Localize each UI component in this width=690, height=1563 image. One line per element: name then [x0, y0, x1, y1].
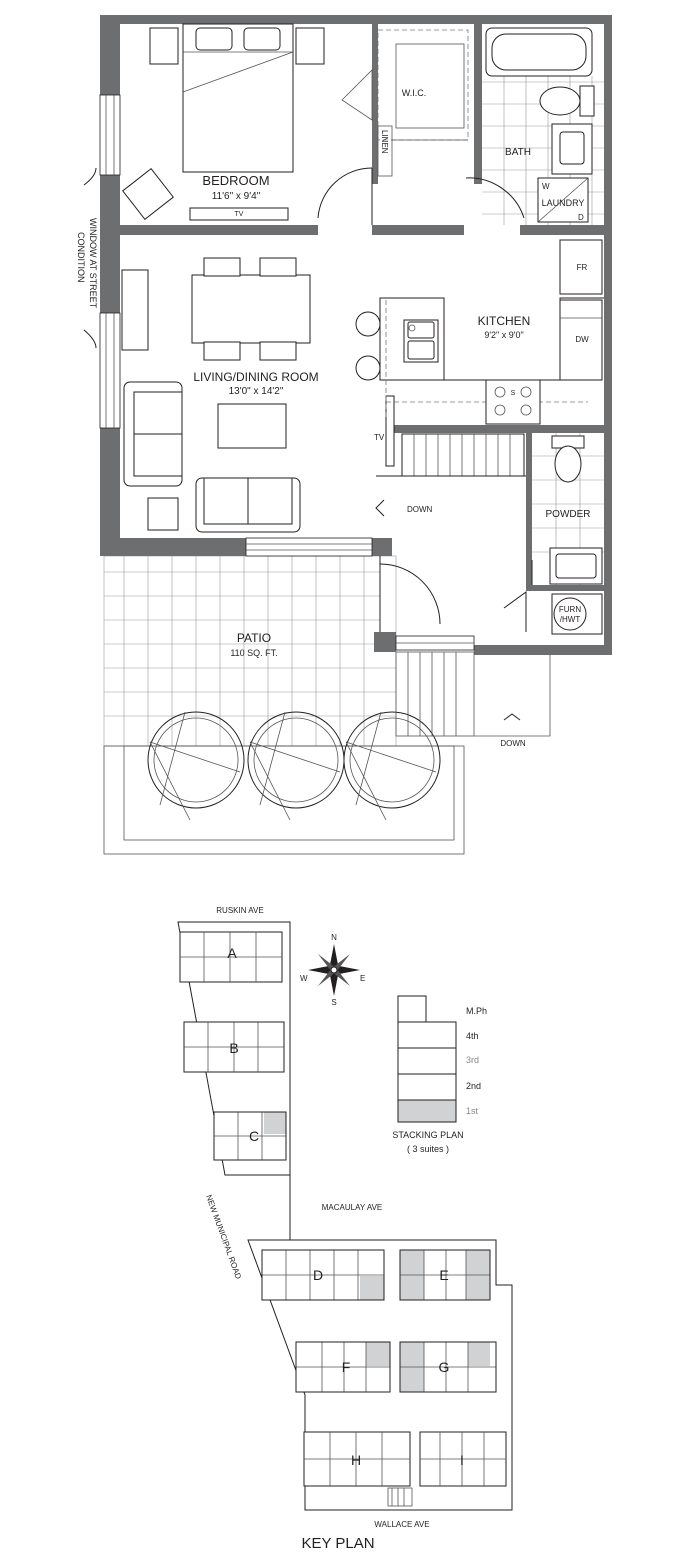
stack-level-mph: M.Ph — [466, 1006, 488, 1016]
building-b-label: B — [229, 1040, 239, 1056]
living-name: LIVING/DINING ROOM — [193, 370, 319, 384]
bath-label: BATH — [505, 147, 531, 158]
stacking-plan-caption: STACKING PLAN — [392, 1130, 464, 1140]
building-h-label: H — [350, 1452, 362, 1468]
street-middle: MACAULAY AVE — [321, 1203, 383, 1212]
compass-rose-icon — [308, 944, 360, 996]
living-size: 13'0" x 14'2" — [228, 386, 284, 397]
living-tv-label: TV — [374, 433, 385, 442]
furnace-label-2: /HWT — [559, 615, 581, 624]
furnace-label-1: FURN — [558, 605, 582, 614]
dishwasher-label: DW — [575, 335, 589, 344]
compass-s: S — [331, 998, 337, 1007]
stack-level-1st: 1st — [466, 1106, 479, 1116]
building-e-label: E — [439, 1267, 449, 1283]
stove-label: S — [510, 390, 516, 397]
laundry-label: LAUNDRY — [541, 198, 585, 208]
wic-label: W.I.C. — [401, 88, 427, 98]
key-plan-title: KEY PLAN — [301, 1535, 375, 1552]
kitchen-size: 9'2" x 9'0" — [484, 330, 524, 340]
street-south: WALLACE AVE — [374, 1520, 430, 1529]
window-note — [76, 168, 98, 348]
patio-paving — [104, 556, 464, 854]
stack-level-2nd: 2nd — [466, 1081, 482, 1091]
building-g-label: G — [438, 1359, 450, 1375]
building-d-label: D — [312, 1267, 324, 1283]
key-plan — [178, 922, 512, 1510]
street-west: NEW MUNICIPAL ROAD — [204, 1193, 243, 1281]
bedroom-size: 11'6" x 9'4" — [211, 191, 261, 202]
stacking-plan-suites: ( 3 suites ) — [406, 1144, 450, 1154]
bath-area — [466, 28, 604, 225]
building-i-label: I — [460, 1452, 464, 1468]
building-a-label: A — [227, 945, 237, 961]
building-f-label: F — [341, 1359, 351, 1375]
street-north: RUSKIN AVE — [216, 906, 264, 915]
laundry-washer-label: W — [542, 182, 550, 191]
interior-stairs — [376, 434, 526, 632]
building-c-label: C — [248, 1128, 260, 1144]
powder-room — [532, 433, 604, 634]
bedroom-tv-label: TV — [234, 211, 244, 218]
stack-level-3rd: 3rd — [466, 1055, 480, 1065]
stairs-down-outer-label: DOWN — [500, 739, 526, 748]
compass-w: W — [300, 974, 308, 983]
walk-in-closet — [342, 30, 468, 176]
powder-label: POWDER — [545, 509, 591, 520]
stacking-plan — [398, 996, 456, 1122]
stairs-down-inner-label: DOWN — [407, 505, 433, 514]
window-note-line2: CONDITION — [76, 232, 86, 283]
stack-level-4th: 4th — [466, 1031, 479, 1041]
patio-size: 110 SQ. FT. — [230, 648, 278, 658]
fridge-label: FR — [576, 263, 588, 272]
patio-name: PATIO — [236, 631, 272, 645]
laundry-dryer-label: D — [578, 213, 584, 222]
kitchen-name: KITCHEN — [477, 314, 531, 328]
compass-n: N — [331, 933, 337, 942]
exterior-stairs — [396, 652, 550, 736]
compass-e: E — [360, 974, 366, 983]
linen-label: LINEN — [380, 130, 389, 154]
window-note-line1: WINDOW AT STREET — [88, 218, 98, 309]
bedroom-name: BEDROOM — [202, 173, 270, 188]
